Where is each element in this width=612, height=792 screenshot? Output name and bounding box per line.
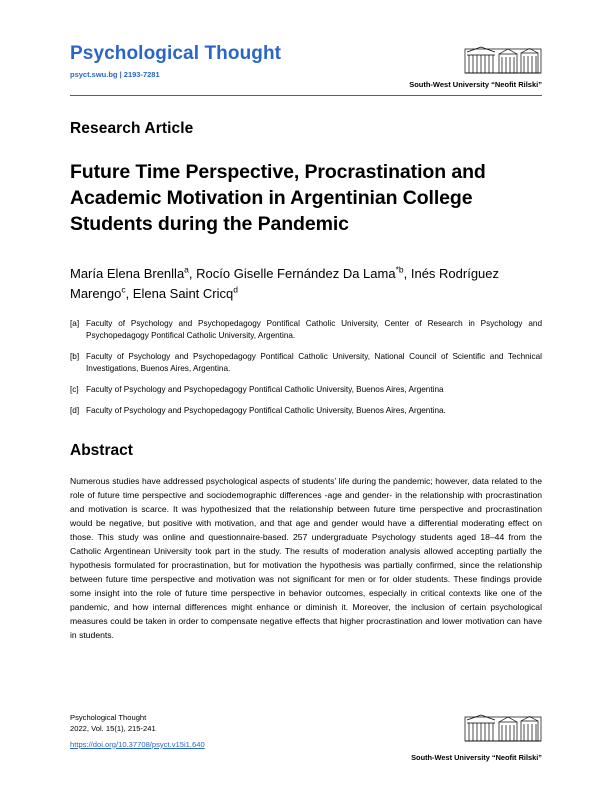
page-footer [70, 712, 542, 762]
journal-title: Psychological Thought [70, 43, 282, 64]
affiliation-tag: [c] [70, 384, 79, 394]
footer-journal: Psychological Thought [70, 712, 147, 722]
footer-row [70, 712, 542, 750]
masthead [70, 44, 542, 89]
masthead-left [70, 44, 281, 79]
university-building-icon [464, 712, 542, 742]
footer-doi-link[interactable]: https://doi.org/10.37708/psyct.v15i1.640 [70, 739, 205, 749]
footer-left [70, 712, 205, 750]
affiliation-tag: [d] [70, 405, 80, 415]
affiliation-text: Faculty of Psychology and Psychopedagogy Pontifical Catholic University, Buenos Aires, Argentina [86, 384, 444, 394]
author-affil-marker: c [121, 284, 126, 295]
journal-url[interactable]: psyct.swu.bg | 2193-7281 [70, 69, 160, 79]
university-building-icon [464, 44, 542, 74]
author-name: Rocío Giselle Fernández Da Lama [196, 265, 396, 281]
affiliation-tag: [b] [70, 351, 80, 361]
header-university-name: South-West University “Neofit Rilski” [409, 80, 542, 89]
affiliation-item [70, 384, 542, 396]
author-affil-marker: d [233, 284, 238, 295]
affiliation-item [70, 405, 542, 417]
affiliation-list [70, 318, 542, 416]
header-divider [70, 95, 542, 96]
article-type: Research Article [70, 120, 194, 137]
affiliation-item [70, 351, 542, 375]
author-name: María Elena Brenlla [70, 265, 185, 281]
affiliation-text: Faculty of Psychology and Psychopedagogy Pontifical Catholic University, Center of Research in Psychology and Psychopedagogy Pontifical Catholic University, Argentina. [86, 319, 542, 340]
affiliation-text: Faculty of Psychology and Psychopedagogy Pontifical Catholic University, National Council of Scientific and Technical Investigations, Buenos Aires, Argentina. [86, 351, 542, 373]
author-name: Inés Rodríguez Marengo [70, 265, 500, 301]
author-affil-marker: a [184, 264, 189, 275]
page-title: Future Time Perspective, Procrastination and Academic Motivation in Argentinian College Students during the Pandemic [70, 161, 486, 235]
affiliation-text: Faculty of Psychology and Psychopedagogy Pontifical Catholic University, Buenos Aires, Argentina. [86, 405, 446, 415]
author-name: Elena Saint Cricq [132, 285, 234, 301]
author-list: María Elena Brenlla$^a$, Rocío Giselle Fernández Da Lama$^{*b}$, Inés Rodríguez Marengo$^c$, Elena Saint Cricq$^d$ [70, 264, 500, 301]
masthead-right [409, 44, 542, 89]
footer-university-name: South-West University “Neofit Rilski” [411, 752, 542, 762]
affiliation-tag: [a] [70, 319, 80, 329]
footer-right [464, 712, 542, 742]
author-affil-marker: *b [395, 264, 404, 275]
abstract-body: Numerous studies have addressed psychological aspects of students’ life during the pandemic; however, data related to the role of future time perspective and sociodemographic differences -age and gender- in the relationship with procrastination and motivation is scarce. It was hypothesized that the relationship between future time perspective and procrastination would be negative, but positive with motivation, and that age and gender would have a differential moderating effect on those. This study was online and questionnaire-based. 257 undergraduate Psychology students aged 18–44 from the Catholic Argentinean University took part in the study. The results of moderation analysis allowed accepting partially the hypothesis formulated for procrastination, but for motivation the hypothesis was partially confirmed, since the relationship between future time perspective and motivation was not significant for men or for older students. These findings provide some insight into the role of future time perspective in behavior outcomes, especially in critical contexts like one of the pandemic, and how internal differences might enhance or diminish it. Moreover, the inclusion of certain psychological measures could be taken in order to compensate negative effects that higher procrastination and lower motivation can have in students. [70, 476, 542, 641]
footer-issue: 2022, Vol. 15(1), 215-241 [70, 724, 156, 734]
abstract-heading: Abstract [70, 442, 133, 460]
affiliation-item [70, 318, 542, 342]
